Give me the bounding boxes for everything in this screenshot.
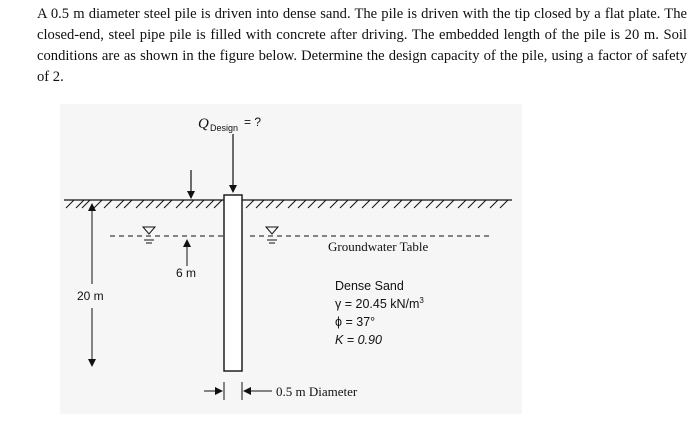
pile-figure — [60, 104, 522, 414]
gamma-line: γ = 20.45 $kN/m^3$ — [335, 296, 424, 311]
water-table-symbol-left — [143, 227, 155, 243]
pile-length-label: 20 m — [77, 289, 104, 303]
groundwater-label: Groundwater Table — [328, 239, 429, 254]
ground-surface — [64, 200, 512, 208]
phi-line: ϕ = 37° — [335, 315, 376, 329]
k-line: K = 0.90 — [335, 333, 382, 347]
pile-diagram — [60, 104, 522, 414]
problem-text: A 0.5 m diameter steel pile is driven into dense sand. The pile is driven with the tip closed by a flat plate. The closed-end, steel pipe pile is filled with concrete after driving. The embedded length of the pile is 20 m. Soil conditions are as shown in the figure below. Determine the design capacity of the pile, using a factor of safety of 2. — [37, 6, 687, 85]
problem-statement — [37, 4, 687, 88]
soil-name: Dense Sand — [335, 279, 404, 293]
diameter-label: 0.5 m Diameter — [276, 384, 358, 399]
q-subscript: Design — [210, 123, 239, 133]
q-value: = ? — [244, 115, 262, 129]
gwt-depth-label: 6 m — [176, 266, 197, 280]
q-symbol: Q — [198, 116, 209, 132]
pile — [224, 195, 242, 371]
water-table-symbol-right — [266, 227, 278, 243]
